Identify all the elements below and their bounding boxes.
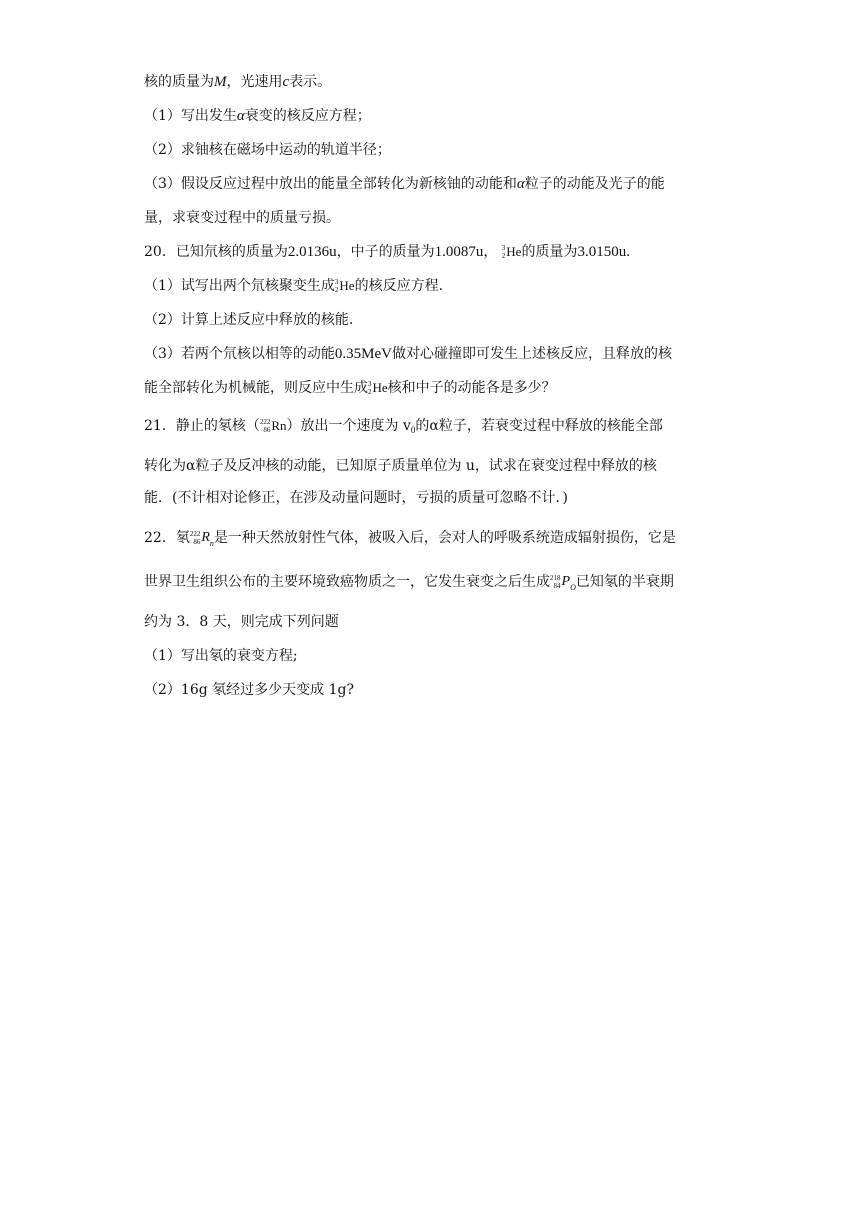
q20-text: 的质量为 bbox=[521, 244, 578, 260]
q20-part3-text: 核和中子的动能各是多少？ bbox=[387, 380, 556, 396]
q20-part1-text: 的核反应方程. bbox=[354, 278, 444, 294]
helium3-nuclide bbox=[335, 276, 355, 296]
radon222-nuclide bbox=[260, 416, 287, 436]
atomic-number: 86 bbox=[193, 538, 201, 546]
atomic-number: 84 bbox=[553, 582, 561, 590]
deuteron-mass: 2.0136u bbox=[287, 244, 337, 260]
q20-part3-text: （3）若两个氘核以相等的动能 bbox=[144, 346, 335, 362]
q19-part1-text: （1）写出发生 bbox=[144, 108, 237, 124]
neutron-mass: 1.0087u bbox=[434, 244, 484, 260]
q20-text: ，中子的质量为 bbox=[336, 244, 435, 260]
kinetic-energy-value: 0.35MeV bbox=[334, 346, 392, 362]
mass-number: 222 bbox=[189, 530, 201, 538]
radon222-nuclide bbox=[190, 528, 214, 548]
q20-text: . bbox=[626, 244, 630, 260]
q21-line2: 转化为α粒子及反冲核的动能，已知原子质量单位为 u，试求在衰变过程中释放的核 bbox=[144, 458, 657, 474]
q22-part1: （1）写出氡的衰变方程; bbox=[144, 648, 298, 664]
element-symbol: He bbox=[372, 380, 388, 395]
q22-line3: 约为 3．8 天，则完成下列问题 bbox=[144, 614, 339, 630]
q19-text: ，光速用 bbox=[226, 74, 283, 90]
q19-text: 表示。 bbox=[289, 74, 332, 90]
q20-text: 20．已知氘核的质量为 bbox=[144, 244, 288, 260]
helium3-mass: 3.0150u bbox=[577, 244, 627, 260]
q21-text: 的α粒子，若衰变过程中释放的核能全部 bbox=[415, 418, 663, 434]
q22-line1 bbox=[144, 528, 676, 548]
q22-text: 已知氡的半衰期 bbox=[575, 574, 674, 590]
q22-text: 22．氡 bbox=[144, 530, 190, 546]
element-symbol: P bbox=[561, 574, 571, 589]
q20-text: ， bbox=[483, 244, 498, 260]
q21-line3: 能．(不计相对论修正，在涉及动量问题时，亏损的质量可忽略不计．) bbox=[144, 490, 568, 506]
mass-number: 222 bbox=[259, 418, 271, 426]
q20-part2: （2）计算上述反应中释放的核能. bbox=[144, 312, 354, 328]
mass-number: 3 bbox=[501, 244, 506, 252]
q20-stem bbox=[144, 242, 630, 262]
mass-number: 3 bbox=[334, 278, 339, 286]
q20-part3-text: 做对心碰撞即可发生上述核反应，且释放的核 bbox=[392, 346, 672, 362]
element-symbol-subscript: n bbox=[209, 539, 214, 548]
alpha-symbol: α bbox=[236, 108, 245, 124]
q22-line2 bbox=[144, 572, 674, 592]
q19-part3-text: （3）假设反应过程中放出的能量全部转化为新核铀的动能和 bbox=[144, 176, 517, 192]
mass-number: 3 bbox=[368, 380, 372, 388]
atomic-number: 86 bbox=[263, 426, 271, 434]
q19-continuation-line bbox=[144, 72, 331, 92]
q21-text: 21．静止的氡核（ bbox=[144, 418, 260, 434]
q19-part2: （2）求铀核在磁场中运动的轨道半径； bbox=[144, 142, 391, 158]
q22-text: 是一种天然放射性气体，被吸入后，会对人的呼吸系统造成辐射损伤，它是 bbox=[213, 530, 676, 546]
element-symbol: He bbox=[339, 278, 355, 293]
q19-part1-text: 衰变的核反应方程； bbox=[244, 108, 371, 124]
q21-text: ）放出一个速度为 v bbox=[286, 418, 411, 434]
helium3-nuclide bbox=[502, 242, 522, 262]
element-symbol: R bbox=[201, 530, 210, 545]
helium3-nuclide bbox=[368, 378, 388, 398]
q20-part3-line1 bbox=[144, 344, 672, 364]
atomic-number: 2 bbox=[334, 286, 339, 294]
q20-part3-text: 能全部转化为机械能，则反应中生成 bbox=[144, 380, 368, 396]
q19-part3-line1 bbox=[144, 174, 665, 194]
polonium218-nuclide bbox=[550, 572, 576, 592]
q21-line1 bbox=[144, 416, 663, 436]
element-symbol-subscript: O bbox=[570, 583, 576, 592]
velocity-subscript: 0 bbox=[410, 425, 416, 435]
q19-part3-line2: 量，求衰变过程中的质量亏损。 bbox=[144, 210, 340, 226]
alpha-symbol: α bbox=[516, 176, 525, 192]
mass-number: 218 bbox=[550, 574, 561, 582]
q20-part1 bbox=[144, 276, 443, 296]
light-speed-symbol: c bbox=[282, 74, 290, 90]
atomic-number: 2 bbox=[368, 388, 372, 396]
element-symbol: Rn bbox=[271, 418, 287, 433]
q19-part1 bbox=[144, 106, 371, 126]
atomic-number: 2 bbox=[501, 252, 506, 260]
mass-symbol: M bbox=[214, 74, 227, 90]
q19-part3-text: 粒子的动能及光子的能 bbox=[524, 176, 665, 192]
q19-text: 核的质量为 bbox=[144, 74, 214, 90]
q20-part3-line2 bbox=[144, 378, 556, 398]
q22-part2: （2）16g 氡经过多少天变成 1g? bbox=[144, 682, 354, 698]
q22-text: 世界卫生组织公布的主要环境致癌物质之一，它发生衰变之后生成 bbox=[144, 574, 550, 590]
element-symbol: He bbox=[506, 244, 522, 259]
q20-part1-text: （1）试写出两个氘核聚变生成 bbox=[144, 278, 335, 294]
